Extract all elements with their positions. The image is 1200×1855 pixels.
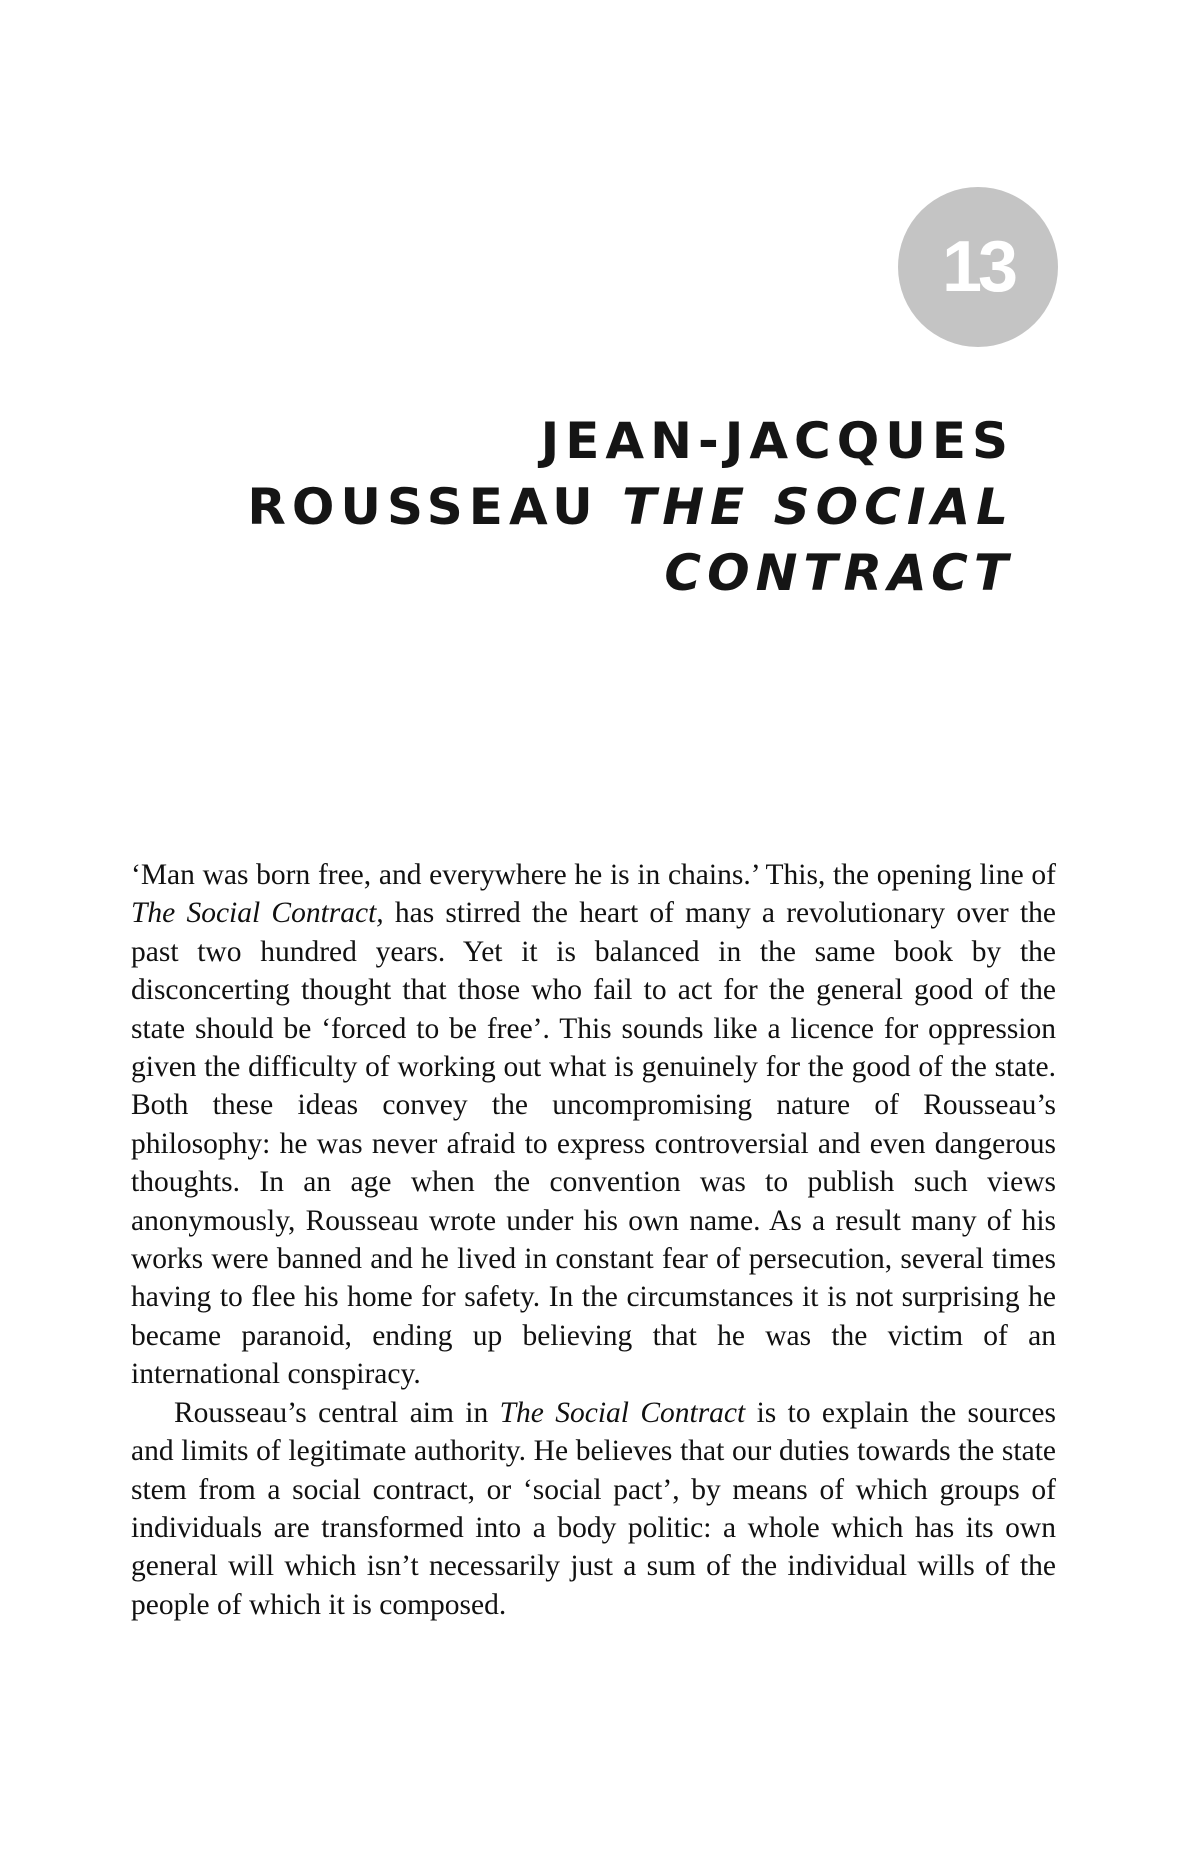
chapter-title-work-part2: CONTRACT [664,544,1014,602]
chapter-title-line-2 [194,474,1014,540]
paragraph-2-book-title: The Social Contract [499,1396,746,1429]
paragraph-2-text-b: is to explain the sources and limits of legitimate authority. He believes that our duties towards the state stem from a social contract, or ‘social pact’, by means of which groups of individuals are transformed into a body politic: a whole which has its own general will which isn’t necessarily just a sum of the individual wills of the people of which it is composed. [131,1396,1056,1621]
chapter-number: 13 [941,227,1015,307]
body-text [131,856,1056,1624]
chapter-title-work-part1: THE SOCIAL [622,478,1014,536]
chapter-number-badge [898,187,1058,347]
paragraph-1 [131,856,1056,1394]
chapter-title-line-1 [194,408,1014,474]
paragraph-2 [131,1394,1056,1624]
paragraph-1-book-title: The Social Contract, [131,897,384,930]
paragraph-1-text-a: ‘Man was born free, and everywhere he is in chains.’ This, the opening line of [131,859,1056,891]
chapter-title-author-first: JEAN-JACQUES [540,412,1014,470]
chapter-title-line-3 [194,540,1014,606]
chapter-title [194,408,1014,606]
paragraph-2-text-a: Rousseau’s central aim in [174,1396,500,1429]
chapter-title-author-last: ROUSSEAU [247,478,623,536]
paragraph-1-text-b: has stirred the heart of many a revolutionary over the past two hundred years. Yet it is balanced in the same book by the disconcerting thought that those who fail to act for the general good of the state should be ‘forced to be free’. This sounds like a licence for oppression given the difficulty of working out what is genuinely for the good of the state. Both these ideas convey the uncompromising nature of Rousseau’s philosophy: he was never afraid to express controversial and even dangerous thoughts. In an age when the convention was to publish such views anonymously, Rousseau wrote under his own name. As a result many of his works were banned and he lived in constant fear of persecution, several times having to flee his home for safety. In the circumstances it is not surprising he became paranoid, ending up believing that he was the victim of an international conspiracy. [131,897,1056,1391]
